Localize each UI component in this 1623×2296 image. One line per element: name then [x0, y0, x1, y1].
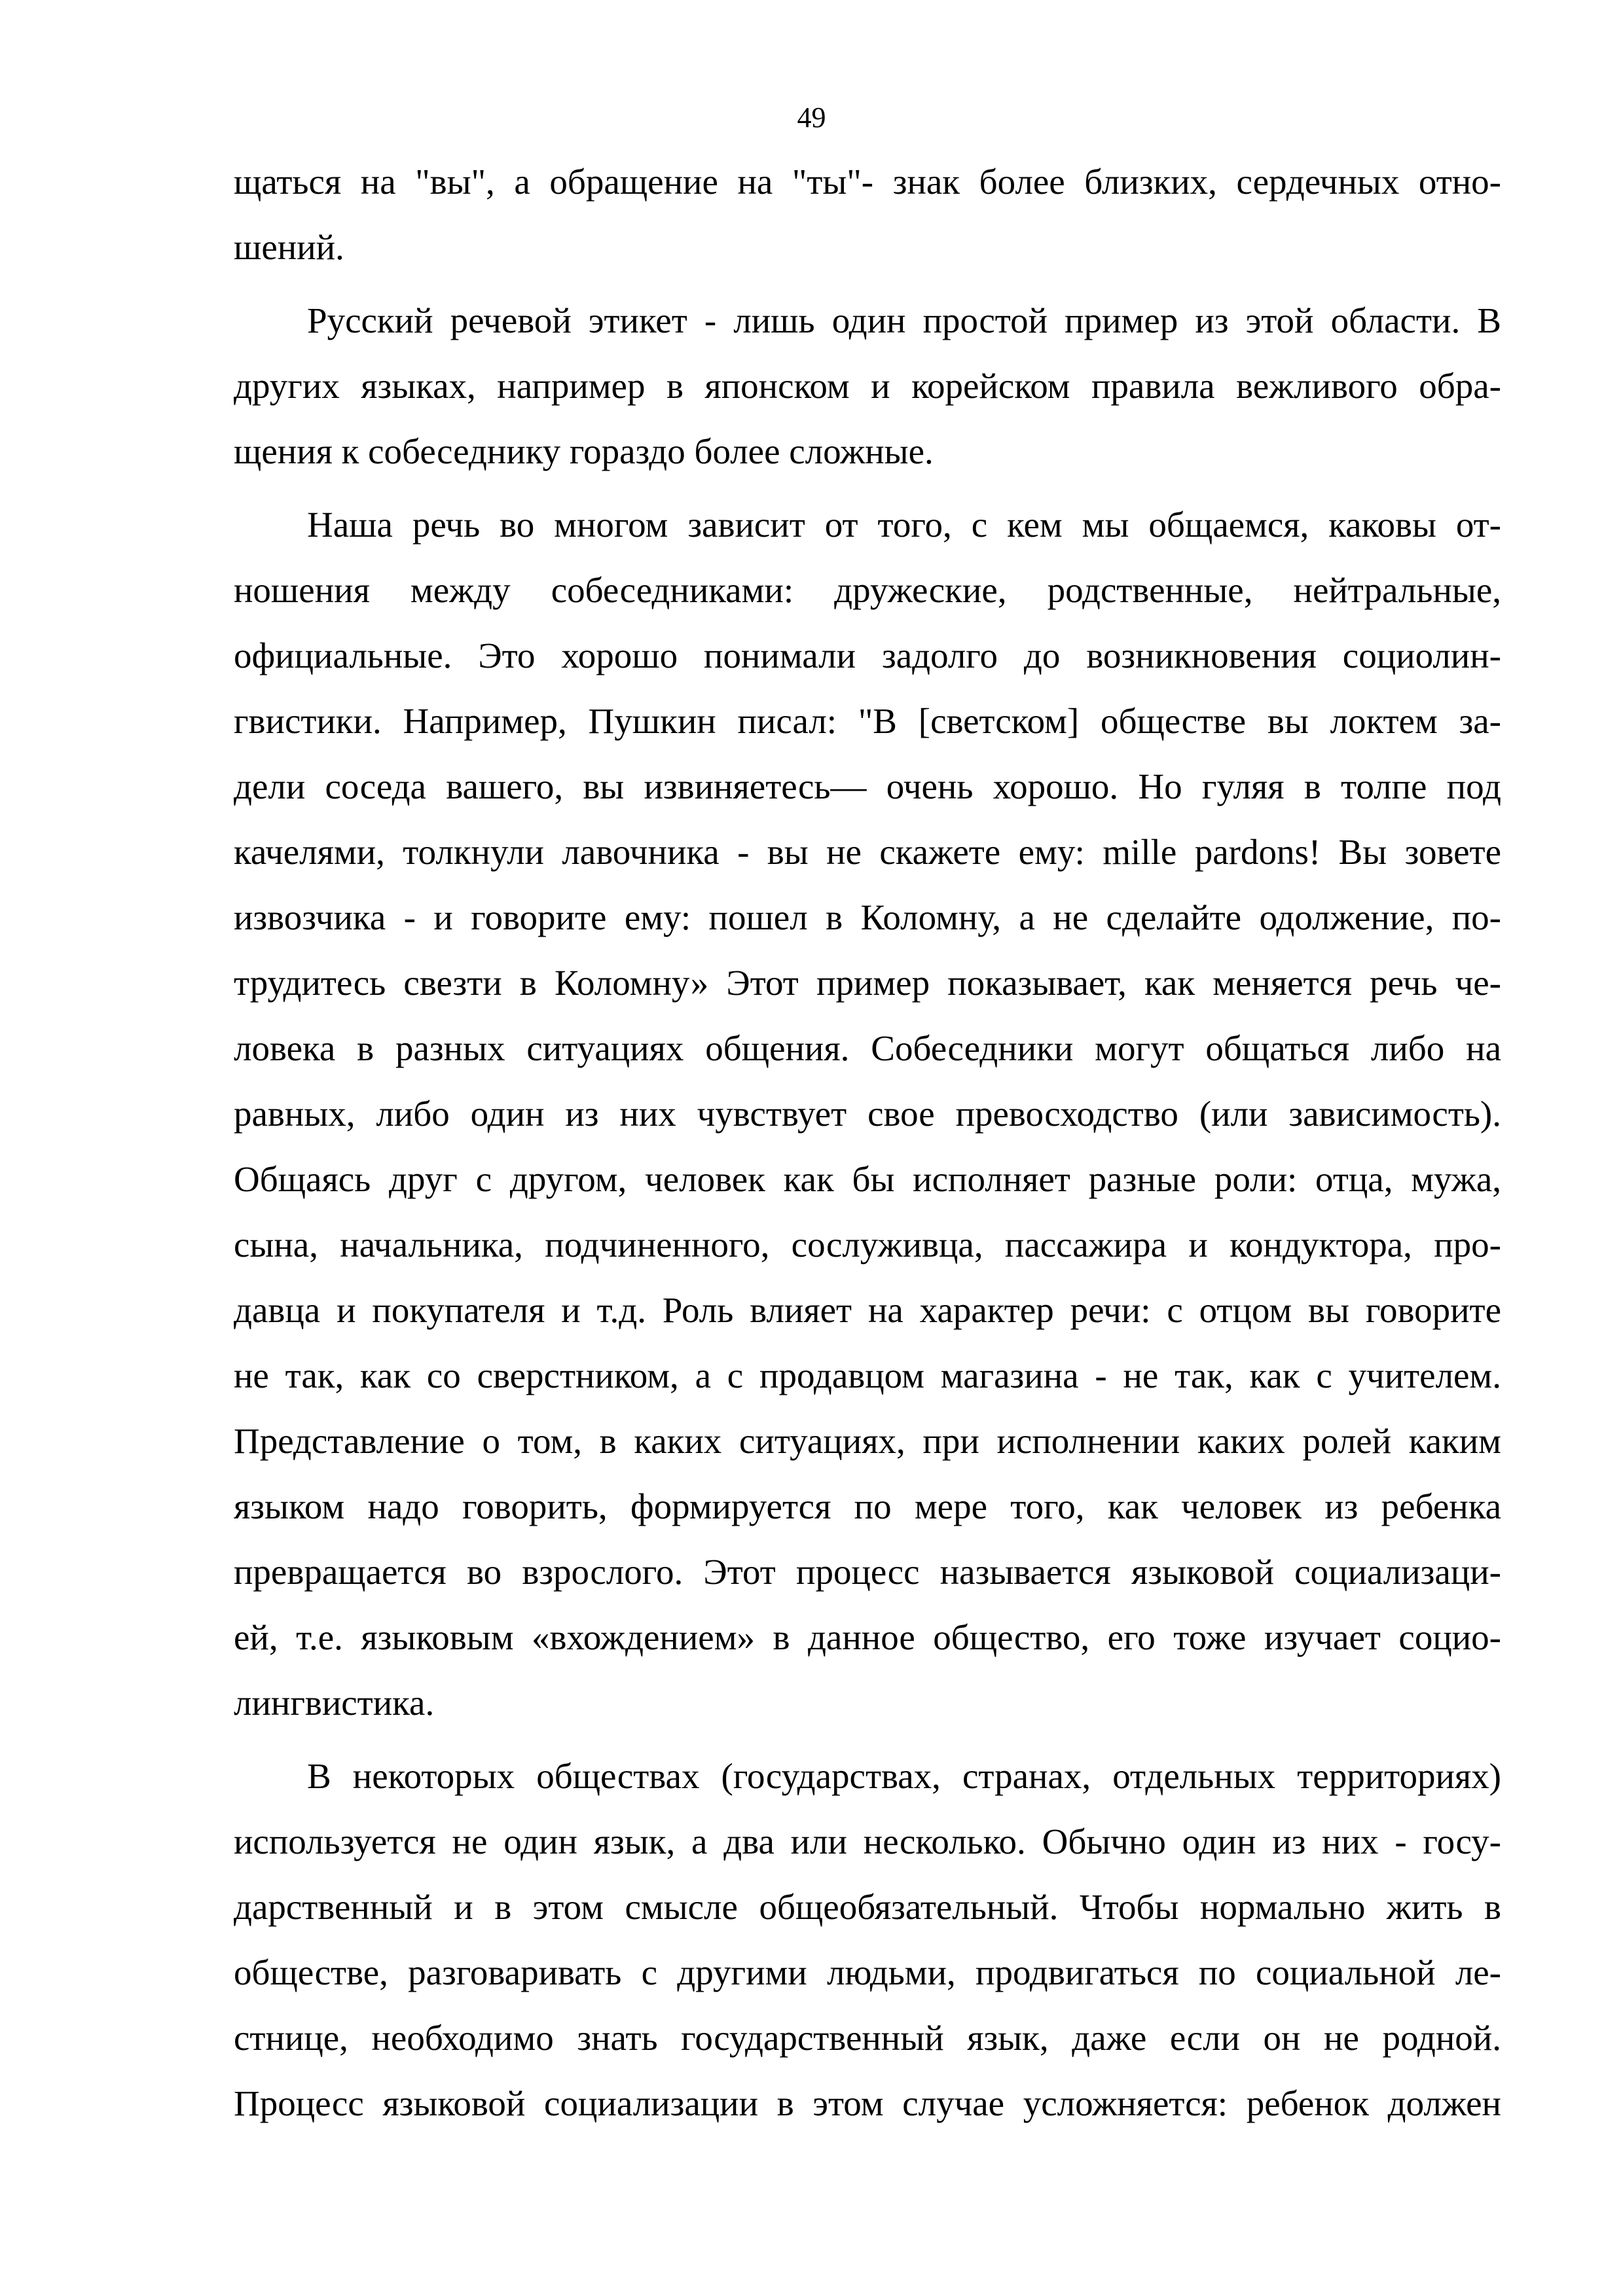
text-line: Процесс языковой социализации в этом случае усложняется: ребенок должен: [234, 2083, 1501, 2123]
text-line: шений.: [234, 227, 344, 267]
text-line: используется не один язык, а два или несколько. Обычно один из них - госу-: [234, 1821, 1501, 1861]
text-line: щаться на "вы", а обращение на "ты"- знак более близких, сердечных отно-: [234, 162, 1501, 202]
text-line: языком надо говорить, формируется по мере того, как человек из ребенка: [234, 1486, 1501, 1526]
text-line: Наша речь во многом зависит от того, с кем мы общаемся, каковы от-: [307, 505, 1501, 545]
paragraph: [234, 1744, 1501, 2136]
paragraph: [234, 492, 1501, 1736]
text-line: давца и покупателя и т.д. Роль влияет на характер речи: с отцом вы говорите: [234, 1290, 1501, 1330]
text-line: лингвистика.: [234, 1683, 435, 1723]
text-line: превращается во взрослого. Этот процесс называется языковой социализаци-: [234, 1552, 1501, 1592]
text-line: В некоторых обществах (государствах, странах, отдельных территориях): [307, 1756, 1501, 1796]
text-line: не так, как со сверстником, а с продавцом магазина - не так, как с учителем.: [234, 1355, 1501, 1395]
text-line: ей, т.е. языковым «вхождением» в данное общество, его тоже изучает социо-: [234, 1617, 1501, 1657]
paragraph: [234, 149, 1501, 280]
text-line: равных, либо один из них чувствует свое превосходство (или зависимость).: [234, 1094, 1501, 1134]
document-body: [234, 149, 1501, 2136]
text-line: извозчика - и говорите ему: пошел в Коломну, а не сделайте одолжение, по-: [234, 897, 1501, 937]
text-line: стнице, необходимо знать государственный язык, даже если он не родной.: [234, 2018, 1501, 2058]
text-line: ловека в разных ситуациях общения. Собеседники могут общаться либо на: [234, 1028, 1501, 1068]
text-line: Представление о том, в каких ситуациях, при исполнении каких ролей каким: [234, 1421, 1501, 1461]
text-line: сына, начальника, подчиненного, сослуживца, пассажира и кондуктора, про-: [234, 1225, 1501, 1265]
text-line: дели соседа вашего, вы извиняетесь— очень хорошо. Но гуляя в толпе под: [234, 766, 1501, 806]
text-line: Русский речевой этикет - лишь один простой пример из этой области. В: [307, 300, 1501, 340]
text-line: ношения между собеседниками: дружеские, родственные, нейтральные,: [234, 570, 1501, 610]
page-number: 49: [797, 101, 826, 134]
text-line: обществе, разговаривать с другими людьми, продвигаться по социальной ле-: [234, 1952, 1501, 1992]
text-line: дарственный и в этом смысле общеобязательный. Чтобы нормально жить в: [234, 1887, 1501, 1927]
paragraph: [234, 288, 1501, 484]
text-line: Общаясь друг с другом, человек как бы исполняет разные роли: отца, мужа,: [234, 1159, 1501, 1199]
text-line: других языках, например в японском и корейском правила вежливого обра-: [234, 366, 1501, 406]
text-line: официальные. Это хорошо понимали задолго до возникновения социолин-: [234, 636, 1501, 675]
text-line: щения к собеседнику гораздо более сложные.: [234, 431, 934, 471]
text-line: гвистики. Например, Пушкин писал: "В [светском] обществе вы локтем за-: [234, 701, 1501, 741]
text-line: качелями, толкнули лавочника - вы не скажете ему: mille pardons! Вы зовете: [234, 832, 1501, 872]
text-line: трудитесь свезти в Коломну» Этот пример показывает, как меняется речь че-: [234, 963, 1501, 1003]
